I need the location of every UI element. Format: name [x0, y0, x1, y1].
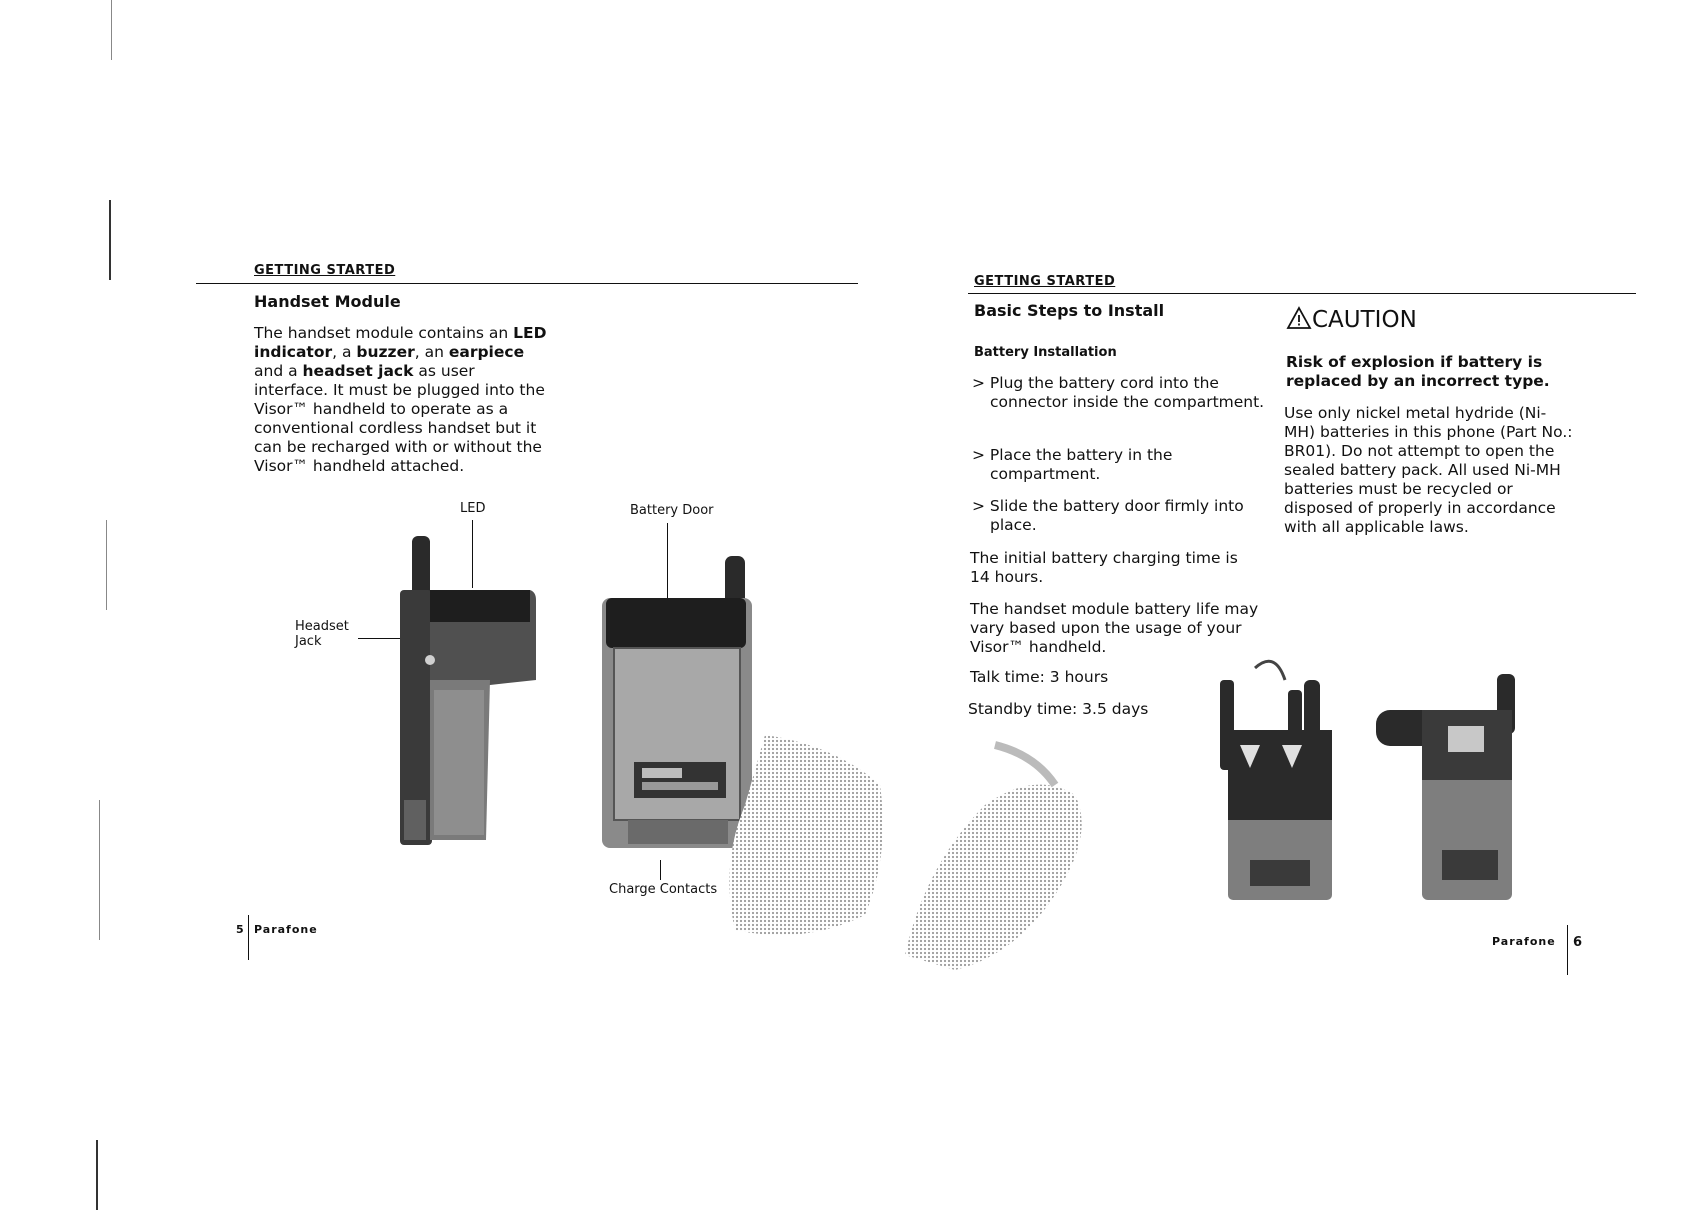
paragraph-segment: buzzer [356, 343, 415, 361]
header-rule [196, 283, 858, 284]
caution-text: Use only nickel metal hydride (Ni-MH) batteries in this phone (Part No.: BR01). Do not attempt to open the sealed battery pack. All used Ni-MH batteries must be recycled or disposed of properly in accordance with all applicable laws. [1284, 404, 1573, 536]
section-label: GETTING STARTED [974, 274, 1116, 289]
page-title: Basic Steps to Install [974, 301, 1165, 320]
caution-heading-text: CAUTION [1312, 307, 1417, 333]
section-label: GETTING STARTED [254, 263, 396, 278]
intro-paragraph [254, 324, 552, 476]
install-step-text: Place the battery in the compartment. [989, 446, 1173, 483]
install-step-text: Slide the battery door firmly into place. [989, 497, 1244, 534]
page-number: 5 [236, 923, 245, 936]
headset-jack-callout: Headset Jack [295, 619, 349, 649]
page-title: Handset Module [254, 292, 401, 311]
battery-install-photo-2 [1362, 670, 1522, 905]
footer-divider [1567, 925, 1568, 975]
charge-contacts-leader-line [660, 860, 661, 880]
paragraph-segment: earpiece [448, 343, 525, 361]
caution-heading [1286, 306, 1417, 333]
scan-mark [106, 520, 107, 610]
install-step-text: Plug the battery cord into the connector inside the compartment. [989, 374, 1265, 411]
header-rule [968, 293, 1636, 294]
scan-mark [99, 800, 100, 940]
caution-warning: Risk of explosion if battery is replaced by an incorrect type. [1286, 353, 1550, 390]
paragraph-segment: , an [414, 343, 449, 361]
battery-life-text: The handset module battery life may vary based upon the usage of your Visor™ handheld. [970, 600, 1259, 656]
warning-triangle-icon [1286, 306, 1312, 330]
footer-brand: Parafone [254, 923, 318, 936]
handset-side-photo [390, 530, 550, 860]
install-step: > Place the battery in the compartment. [972, 446, 1173, 483]
battery-install-photo-1 [1200, 650, 1340, 905]
scan-mark [111, 0, 112, 60]
paragraph-segment: The handset module contains an [254, 324, 514, 342]
paragraph-segment: as user interface. It must be plugged into the Visor™ handheld to operate as a conventional cordless handset but it can be recharged with or without the Visor™ handheld attached. [254, 362, 545, 475]
section-subtitle: Battery Installation [974, 345, 1117, 360]
scan-mark [109, 200, 111, 280]
talk-time-text: Talk time: 3 hours [970, 668, 1109, 686]
standby-time-text: Standby time: 3.5 days [968, 700, 1149, 718]
hand-photo [715, 715, 1115, 975]
charging-time-text: The initial battery charging time is 14 hours. [970, 549, 1238, 586]
footer-brand: Parafone [1492, 935, 1556, 948]
paragraph-segment: headset jack [302, 362, 414, 380]
paragraph-segment: and a [254, 362, 303, 380]
led-callout: LED [460, 501, 486, 516]
battery-door-callout: Battery Door [630, 503, 714, 518]
install-step: > Slide the battery door firmly into place. [972, 497, 1244, 534]
paragraph-segment: LED indicator [254, 324, 547, 361]
paragraph-segment: , a [332, 343, 357, 361]
page-number: 6 [1573, 935, 1584, 950]
install-step: > Plug the battery cord into the connector inside the compartment. [972, 374, 1265, 411]
footer-divider [248, 915, 249, 960]
scan-mark [96, 1140, 98, 1210]
charge-contacts-callout: Charge Contacts [609, 882, 718, 897]
